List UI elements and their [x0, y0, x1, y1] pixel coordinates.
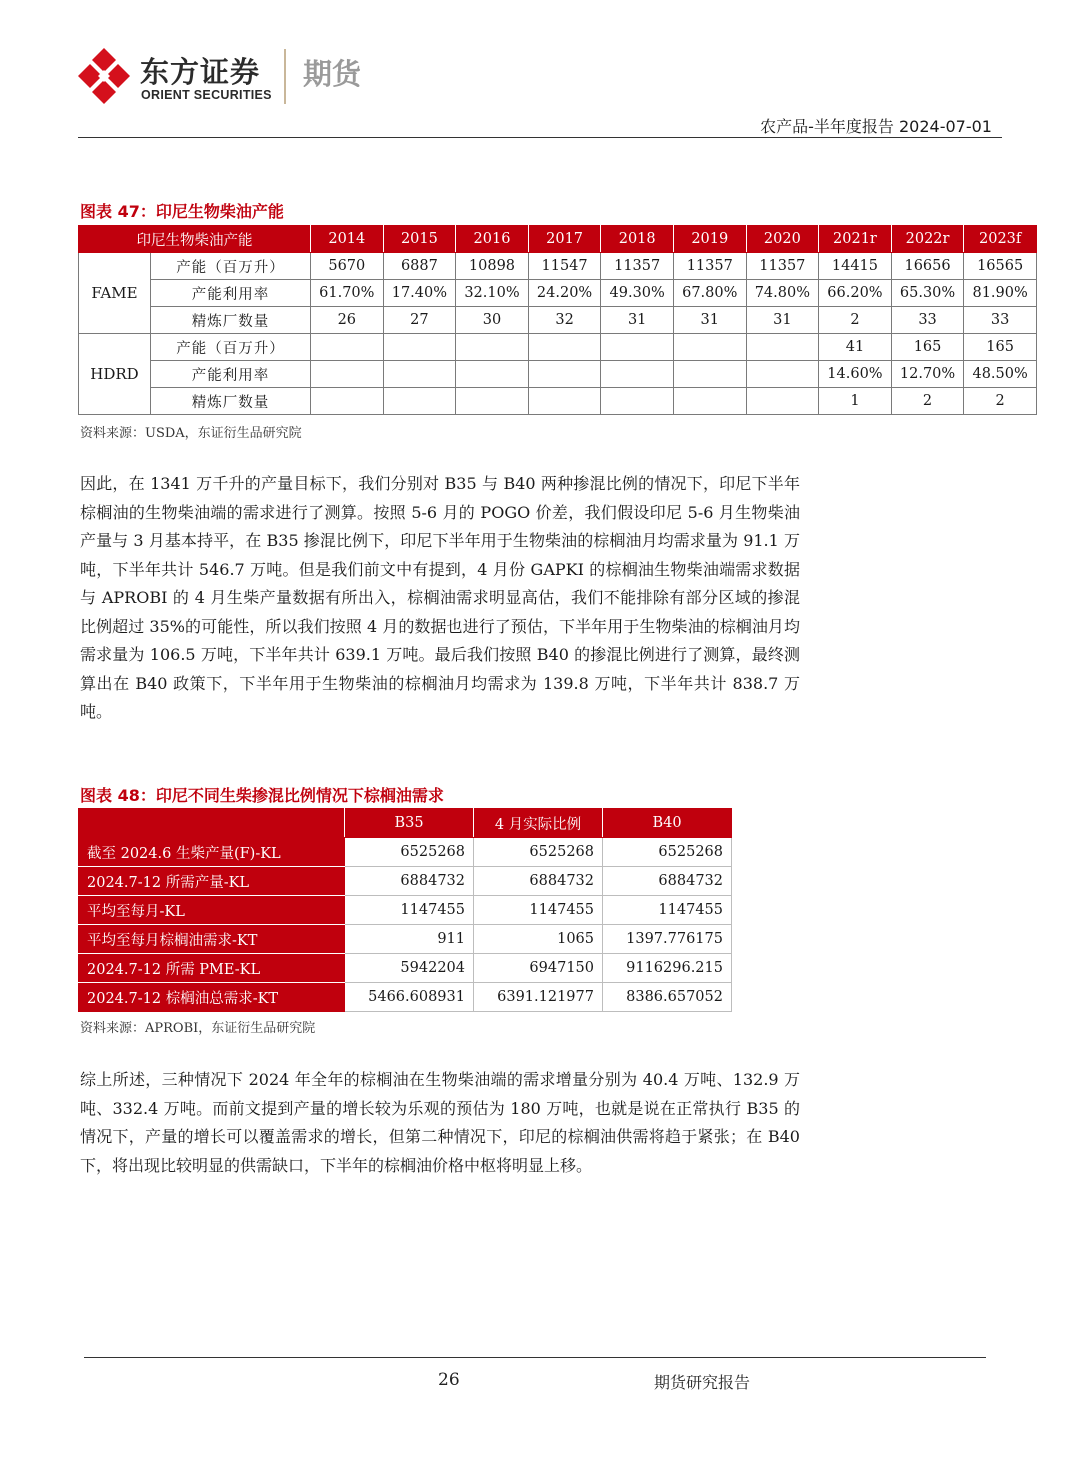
table-row: [79, 983, 732, 1012]
figure-48-source: 资料来源：APROBI，东证衍生品研究院: [80, 1021, 316, 1036]
table-cell: 16656: [891, 253, 964, 280]
figure-47-source: 资料来源：USDA，东证衍生品研究院: [80, 426, 302, 441]
table-cell: 2: [891, 388, 964, 415]
table-cell: 12.70%: [891, 361, 964, 388]
table-cell: [746, 334, 819, 361]
table-cell: 49.30%: [601, 280, 674, 307]
table-cell: 11547: [528, 253, 601, 280]
body-paragraph-2: 综上所述，三种情况下 2024 年全年的棕榈油在生物柴油端的需求增量分别为 40.4 万吨、132.9 万吨、332.4 万吨。而前文提到产量的增长较为乐观的预估为 180 万吨，也就是说在正常执行 B35 的情况下，产量的增长可以覆盖需求的增长，但第二种情况下，印尼的棕榈油供需将趋于紧张；在 B40 下，将出现比较明显的供需缺口，下半年的棕榈油价格中枢将明显上移。: [80, 1070, 800, 1175]
table-cell: 8386.657052: [603, 983, 732, 1012]
table-cell: 41: [819, 334, 892, 361]
table-cell: [746, 361, 819, 388]
table-header-row: [79, 809, 732, 838]
metric-label: 产能（百万升）: [151, 334, 311, 361]
table-cell: 165: [964, 334, 1037, 361]
table-cell: 33: [964, 307, 1037, 334]
table-cell: 911: [345, 925, 474, 954]
column-header: 4 月实际比例: [474, 809, 603, 838]
year-header: 2014: [311, 226, 384, 253]
table-cell: 14.60%: [819, 361, 892, 388]
table-cell: 6884732: [345, 867, 474, 896]
table-cell: [673, 334, 746, 361]
table-cell: 31: [601, 307, 674, 334]
orient-securities-logo-icon: [78, 48, 130, 104]
brand-divider: [284, 49, 286, 104]
table-cell: 10898: [456, 253, 529, 280]
corner-header-cell: [79, 809, 345, 838]
table-cell: 32.10%: [456, 280, 529, 307]
table-cell: 5466.608931: [345, 983, 474, 1012]
table-cell: 1065: [474, 925, 603, 954]
table-cell: 16565: [964, 253, 1037, 280]
brand-futures-label: 期货: [303, 57, 362, 91]
table-cell: [528, 361, 601, 388]
table-cell: 17.40%: [383, 280, 456, 307]
year-header: 2019: [673, 226, 746, 253]
table-cell: 30: [456, 307, 529, 334]
table-cell: 11357: [601, 253, 674, 280]
table-cell: [528, 334, 601, 361]
figure-48-table: [78, 808, 732, 1012]
table-cell: [311, 334, 384, 361]
table-cell: [383, 334, 456, 361]
table-cell: [456, 361, 529, 388]
figure-47-table: [78, 225, 1037, 415]
table-cell: [311, 361, 384, 388]
year-header: 2017: [528, 226, 601, 253]
year-header: 2016: [456, 226, 529, 253]
table-cell: 5942204: [345, 954, 474, 983]
header-rule: [78, 137, 1002, 138]
table-cell: 31: [673, 307, 746, 334]
table-row: [79, 334, 1037, 361]
figure-48-caption: 图表 48：印尼不同生柴掺混比例情况下棕榈油需求: [80, 786, 444, 805]
category-cell-hdrd: HDRD: [79, 334, 151, 415]
table-cell: 32: [528, 307, 601, 334]
year-header: 2020: [746, 226, 819, 253]
table-cell: [311, 388, 384, 415]
column-header: B35: [345, 809, 474, 838]
table-cell: 74.80%: [746, 280, 819, 307]
table-cell: 6884732: [603, 867, 732, 896]
metric-label: 精炼厂数量: [151, 307, 311, 334]
brand-name-en: ORIENT SECURITIES: [141, 88, 272, 102]
table-cell: 33: [891, 307, 964, 334]
table-cell: 6525268: [474, 838, 603, 867]
table-header-label: 印尼生物柴油产能: [79, 226, 311, 253]
table-cell: 6887: [383, 253, 456, 280]
table-header-row: [79, 226, 1037, 253]
year-header: 2018: [601, 226, 674, 253]
table-row: [79, 867, 732, 896]
year-header: 2023f: [964, 226, 1037, 253]
table-cell: [456, 334, 529, 361]
table-cell: [528, 388, 601, 415]
year-header: 2022r: [891, 226, 964, 253]
table-cell: 2: [819, 307, 892, 334]
table-cell: 1147455: [603, 896, 732, 925]
table-cell: [601, 334, 674, 361]
row-label: 2024.7-12 所需 PME-KL: [79, 954, 345, 983]
table-row: [79, 253, 1037, 280]
row-label: 2024.7-12 所需产量-KL: [79, 867, 345, 896]
body-paragraph-1: 因此，在 1341 万千升的产量目标下，我们分别对 B35 与 B40 两种掺混比例的情况下，印尼下半年棕榈油的生物柴油端的需求进行了测算。按照 5-6 月的 POGO 价差，我们假设印尼 5-6 月生物柴油产量与 3 月基本持平，在 B35 掺混比例下，印尼下半年用于生物柴油的棕榈油月均需求量为 91.1 万吨，下半年共计 546.7 万吨。但是我们前文中有提到，4 月份 GAPKI 的棕榈油生物柴油端需求数据与 APROBI 的 4 月生柴产量数据有所出入，棕榈油需求明显高估，我们不能排除有部分区域的掺混比例超过 35%的可能性，所以我们按照 4 月的数据也进行了预估，下半年用于生物柴油的棕榈油月均需求量为 106.5 万吨，下半年共计 639.1 万吨。最后我们按照 B40 的掺混比例进行了测算，最终测算出在 B40 政策下，下半年用于生物柴油的棕榈油月均需求为 139.8 万吨，下半年共计 838.7 万吨。: [80, 474, 800, 721]
row-label: 平均至每月-KL: [79, 896, 345, 925]
table-cell: 9116296.215: [603, 954, 732, 983]
table-row: [79, 307, 1037, 334]
table-row: [79, 925, 732, 954]
table-row: [79, 896, 732, 925]
table-cell: 61.70%: [311, 280, 384, 307]
table-cell: [456, 388, 529, 415]
table-cell: 26: [311, 307, 384, 334]
table-cell: [383, 388, 456, 415]
table-cell: 48.50%: [964, 361, 1037, 388]
table-cell: 27: [383, 307, 456, 334]
table-cell: [746, 388, 819, 415]
table-cell: 11357: [746, 253, 819, 280]
row-label: 2024.7-12 棕榈油总需求-KT: [79, 983, 345, 1012]
table-cell: [383, 361, 456, 388]
table-cell: 6525268: [345, 838, 474, 867]
metric-label: 产能利用率: [151, 361, 311, 388]
table-cell: 24.20%: [528, 280, 601, 307]
page-number: 26: [438, 1370, 460, 1390]
metric-label: 产能利用率: [151, 280, 311, 307]
table-cell: 6391.121977: [474, 983, 603, 1012]
table-cell: 65.30%: [891, 280, 964, 307]
table-cell: 14415: [819, 253, 892, 280]
table-cell: 2: [964, 388, 1037, 415]
table-cell: 165: [891, 334, 964, 361]
table-row: [79, 838, 732, 867]
metric-label: 精炼厂数量: [151, 388, 311, 415]
table-cell: 6525268: [603, 838, 732, 867]
table-cell: 31: [746, 307, 819, 334]
table-cell: [601, 388, 674, 415]
column-header: B40: [603, 809, 732, 838]
table-cell: [673, 361, 746, 388]
row-label: 平均至每月棕榈油需求-KT: [79, 925, 345, 954]
table-cell: 11357: [673, 253, 746, 280]
table-cell: 67.80%: [673, 280, 746, 307]
table-cell: [673, 388, 746, 415]
figure-47-caption: 图表 47：印尼生物柴油产能: [80, 202, 284, 221]
metric-label: 产能（百万升）: [151, 253, 311, 280]
brand-name-cn: 东方证券: [140, 55, 261, 89]
table-cell: 81.90%: [964, 280, 1037, 307]
table-cell: 6884732: [474, 867, 603, 896]
year-header: 2015: [383, 226, 456, 253]
table-cell: 6947150: [474, 954, 603, 983]
footer-rule: [84, 1357, 986, 1358]
table-row: [79, 361, 1037, 388]
row-label: 截至 2024.6 生柴产量(F)-KL: [79, 838, 345, 867]
table-cell: 1: [819, 388, 892, 415]
report-title: 农产品-半年度报告 2024-07-01: [760, 117, 992, 136]
table-cell: 1147455: [474, 896, 603, 925]
footer-label: 期货研究报告: [654, 1373, 751, 1392]
table-cell: [601, 361, 674, 388]
table-row: [79, 280, 1037, 307]
table-row: [79, 954, 732, 983]
table-cell: 1397.776175: [603, 925, 732, 954]
table-cell: 1147455: [345, 896, 474, 925]
category-cell-fame: FAME: [79, 253, 151, 334]
table-row: [79, 388, 1037, 415]
year-header: 2021r: [819, 226, 892, 253]
table-cell: 5670: [311, 253, 384, 280]
table-cell: 66.20%: [819, 280, 892, 307]
